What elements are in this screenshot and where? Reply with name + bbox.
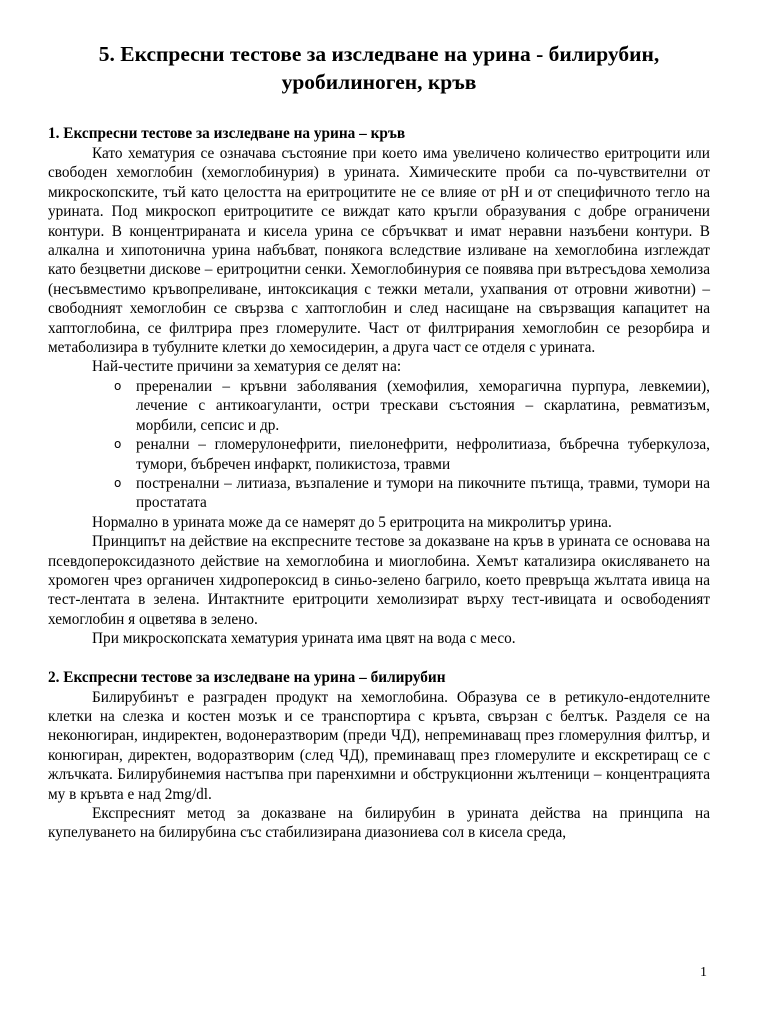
section-1-paragraph-test-principle: Принципът на действие на експресните тестове за доказване на кръв в урината се основава на псевдопероксидазното действие на хемоглобина и миоглобина. Хемът катализира окисляването на хромоген чрез органичен хидропероксид в синьо-зелено багрило, което превръща жълтата ивица на тест-лентата в зелена. Интактните еритроцити хемолизират върху тест-ивицата и освободеният хемоглобин я оцветява в зелено. <box>48 533 710 628</box>
section-2-paragraph-test-method: Експресният метод за доказване на билирубин в урината действа на принципа на купелуването на билирубина със стабилизирана диазониева сол в кисела среда, <box>48 805 710 842</box>
section-spacer <box>48 649 710 668</box>
circle-bullet-icon: o <box>114 378 122 393</box>
list-item-text: пререналии – кръвни заболявания (хемофилия, хеморагична пурпура, левкемии), лечение с антикоагуланти, остри трескави състояния – скарлатина, ревматизъм, морбили, сепсис и др. <box>136 377 710 434</box>
section-1-paragraph-normal-count: Нормално в урината може да се намерят до 5 еритроцита на микролитър урина. <box>92 513 612 531</box>
section-1-heading: 1. Експресни тестове за изследване на урина – кръв <box>48 125 406 142</box>
page-number: 1 <box>700 965 707 980</box>
circle-bullet-icon: o <box>114 437 122 452</box>
document-title: 5. Експресни тестове за изследване на урина - билирубин, уробилиноген, кръв <box>98 42 660 94</box>
circle-bullet-icon: o <box>114 475 122 490</box>
list-item <box>114 474 710 513</box>
section-1-paragraph-microscopic: При микроскопската хематурия урината има цвят на вода с месо. <box>92 630 516 648</box>
hematuria-causes-list <box>48 377 710 513</box>
section-2-heading: 2. Експресни тестове за изследване на урина – билирубин <box>48 668 446 686</box>
section-1-paragraph-causes-intro: Най-честите причини за хематурия се делят на: <box>92 358 402 376</box>
list-item <box>114 377 710 435</box>
section-1-paragraph-hematuria: Като хематурия се означава състояние при което има увеличено количество еритроцити или свободен хемоглобин (хемоглобинурия) в урината. Химическите проби са по-чувствителни от микроскопските, тъй като целостта на еритроцитите не се влияе от pH и от специфичното тегло на урината. Под микроскоп еритроцитите се виждат като кръгли образувания с добре ограничени контури. В концентрираната и кисела урина се сбръчкват и имат неравни назъбени контури. В алкална и хипотонична урина набъбват, понякога вследствие изливане на хемоглобина изглеждат като безцветни дискове – еритроцитни сенки. Хемоглобинурия се появява при вътресъдова хемолиза (несъвместимо кръвопреливане, интоксикация с тежки метали, ухапвания от отровни животни) – свободният хемоглобин се свързва с хаптоглобин и след насищане на свързващия капацитет на хаптоглобина, се филтрира през гломерулите. Част от филтрирания хемоглобин се резорбира и метаболизира в тубулните клетки до хемосидерин, а друга част се отделя с урината. <box>48 145 710 357</box>
list-item-text: постренални – литиаза, възпаление и тумори на пикочните пътища, травми, тумори на простатата <box>136 474 710 512</box>
list-item <box>114 435 710 474</box>
section-2-paragraph-bilirubin: Билирубинът е разграден продукт на хемоглобина. Образува се в ретикуло-ендотелните клетки на слезка и костен мозък и се транспортира с кръвта, свързан с белтък. Разделя се на неконюгиран, индиректен, водонеразтворим (преди ЧД), непреминаващ през гломерулния филтър, и конюгиран, директен, водоразтворим (след ЧД), преминаващ през гломерулите и екскретиращ се с жлъчката. Билирубинемия настъпва при паренхимни и обструкционни жълтеници – концентрацията му в кръвта е над 2mg/dl. <box>48 688 710 803</box>
list-item-text: ренални – гломерулонефрити, пиелонефрити, нефролитиаза, бъбречна туберкулоза, тумори, бъбречен инфаркт, поликистоза, травми <box>136 436 710 473</box>
document-page <box>48 40 710 843</box>
